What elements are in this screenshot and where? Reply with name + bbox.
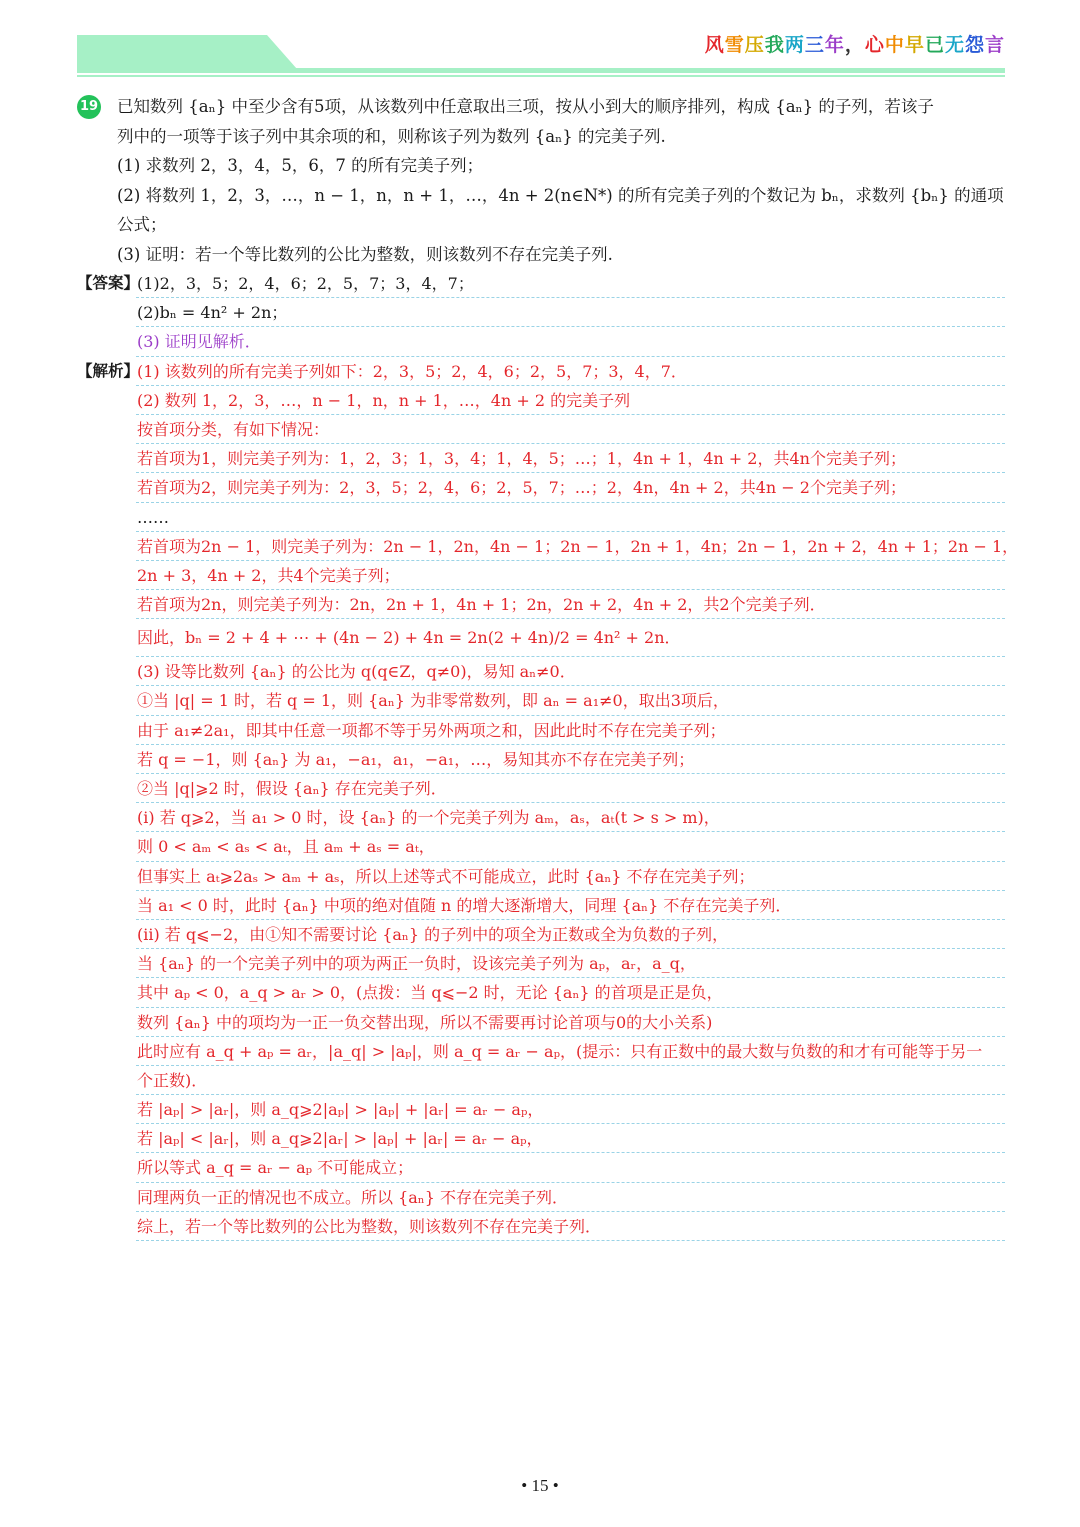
answer-line-text: (2)bₙ = 4n² + 2n； [137, 303, 288, 323]
analysis-line [136, 473, 1005, 502]
analysis-line [136, 978, 1005, 1007]
analysis-line [136, 1153, 1005, 1182]
analysis-line-text: (3) 设等比数列 {aₙ} 的公比为 q(q∈Z，q≠0)，易知 aₙ≠0． [137, 662, 576, 682]
analysis-line-text: (ii) 若 q⩽−2，由①知不需要讨论 {aₙ} 的子列中的项全为正数或全为负数的子列， [137, 924, 729, 944]
question-line: 公式； [117, 215, 167, 234]
analysis-line-text: 因此，bₙ = 2 + 4 + ⋯ + (4n − 2) + 4n = 2n(2 + 4n)/2 = 4n² + 2n． [137, 628, 681, 648]
header-rule-thin [77, 75, 1005, 77]
analysis-line [136, 415, 1005, 444]
analysis-line-text: 当 {aₙ} 的一个完美子列中的项为两正一负时，设该完美子列为 aₚ，aᵣ，a_q， [137, 954, 696, 974]
analysis-line-text: 由于 a₁≠2a₁，即其中任意一项都不等于另外两项之和，因此此时不存在完美子列； [137, 720, 726, 740]
answer-block [77, 269, 1005, 357]
page-number: • 15 • [521, 1476, 559, 1495]
analysis-line-text: ①当 |q| = 1 时，若 q = 1，则 {aₙ} 为非零常数列，即 aₙ = a₁≠0，取出3项后， [137, 691, 729, 711]
question-line: 列中的一项等于该子列中其余项的和，则称该子列为数列 {aₙ} 的完美子列. [117, 126, 666, 146]
analysis-line [136, 657, 1005, 686]
slogan-char: 两 [784, 34, 805, 56]
slogan-char: 言 [984, 34, 1005, 56]
analysis-line [136, 920, 1005, 949]
analysis-line-text: 综上，若一个等比数列的公比为整数，则该数列不存在完美子列． [137, 1216, 602, 1236]
analysis-line [136, 686, 1005, 715]
analysis-line [136, 745, 1005, 774]
analysis-block [77, 357, 1019, 1241]
analysis-line-text: (2) 数列 1，2，3，…，n − 1，n，n + 1，…，4n + 2 的完美子列 [137, 390, 631, 410]
slogan-char: ， [844, 34, 865, 56]
analysis-line-text: 2n + 3，4n + 2，共4个完美子列； [137, 565, 400, 585]
answer-line-text: (1)2，3，5；2，4，6；2，5，7；3，4，7； [137, 274, 474, 293]
analysis-line [136, 619, 1005, 657]
analysis-line [136, 774, 1005, 803]
analysis-line [136, 444, 1005, 473]
question-line: (3) 证明：若一个等比数列的公比为整数，则该数列不存在完美子列. [117, 244, 613, 264]
answer-line [136, 327, 1005, 356]
analysis-line-text: 若首项为2n − 1，则完美子列为：2n − 1，2n，4n − 1；2n − 1，2n + 1，4n；2n − 1，2n + 2，4n + 1；2n − 1， [137, 536, 1019, 556]
analysis-line-text: 但事实上 aₜ⩾2aₛ > aₘ + aₛ，所以上述等式不可能成立，此时 {aₙ} 不存在完美子列； [137, 866, 755, 886]
analysis-line [136, 862, 1005, 891]
slogan-char: 已 [924, 34, 945, 56]
analysis-line [136, 832, 1005, 861]
slogan-char: 早 [904, 34, 925, 56]
analysis-line [136, 532, 1019, 561]
question-line [77, 92, 1005, 122]
analysis-line [136, 1008, 1005, 1037]
answer-line [136, 298, 1005, 327]
analysis-tag: 【解析】 [77, 361, 140, 380]
analysis-line-text: 所以等式 a_q = aᵣ − aₚ 不可能成立； [137, 1158, 414, 1178]
analysis-line-text: 其中 aₚ < 0，a_q > aᵣ > 0，(点拨：当 q⩽−2 时，无论 {aₙ} 的首项是正是负， [137, 983, 723, 1003]
header-tab-decoration [77, 35, 297, 69]
analysis-line-text: 若首项为2n，则完美子列为：2n，2n + 1，4n + 1；2n，2n + 2，4n + 2，共2个完美子列． [137, 595, 826, 615]
analysis-line [136, 1212, 1005, 1241]
analysis-line [136, 1066, 1005, 1095]
analysis-line [136, 503, 1005, 532]
analysis-line-text: 若首项为2，则完美子列为：2，3，5；2，4，6；2，5，7；…；2，4n，4n + 2，共4n − 2个完美子列； [137, 478, 906, 498]
slogan-char: 三 [804, 34, 825, 56]
analysis-line-text: 按首项分类，有如下情况： [137, 419, 330, 439]
analysis-line [136, 386, 1005, 415]
slogan-char: 风 [704, 34, 725, 56]
analysis-line [136, 1037, 1005, 1066]
answer-line [77, 269, 1005, 298]
page-content [77, 92, 1019, 1241]
analysis-line [136, 1095, 1005, 1124]
slogan-char: 雪 [724, 34, 745, 56]
analysis-line [136, 891, 1005, 920]
analysis-line-text: 同理两负一正的情况也不成立。所以 {aₙ} 不存在完美子列． [137, 1187, 568, 1207]
analysis-line-text: 则 0 < aₘ < aₛ < aₜ，且 aₘ + aₛ = aₜ， [137, 837, 435, 857]
slogan-char: 压 [744, 34, 765, 56]
analysis-line-text: 数列 {aₙ} 中的项均为一正一负交替出现，所以不需要再讨论首项与0的大小关系) [137, 1012, 713, 1032]
analysis-line-text: 若 |aₚ| > |aᵣ|，则 a_q⩾2|aₚ| > |aₚ| + |aᵣ| = aᵣ − aₚ， [137, 1100, 544, 1120]
analysis-line-text: 若首项为1，则完美子列为：1，2，3；1，3，4；1，4，5；…；1，4n + 1，4n + 2，共4n个完美子列； [137, 449, 906, 469]
question-text: 已知数列 {aₙ} 中至少含有5项，从该数列中任意取出三项，按从小到大的顺序排列，构成 {aₙ} 的子列，若该子 [117, 97, 934, 116]
question-line: (1) 求数列 2，3，4，5，6，7 的所有完美子列； [117, 156, 484, 175]
slogan-char: 年 [824, 34, 845, 56]
analysis-line-text: ②当 |q|⩾2 时，假设 {aₙ} 存在完美子列． [137, 779, 447, 798]
question-line: (2) 将数列 1，2，3，…，n − 1，n，n + 1，…，4n + 2(n∈N*) 的所有完美子列的个数记为 bₙ，求数列 {bₙ} 的通项 [117, 185, 1004, 205]
question-block [77, 92, 1005, 269]
analysis-line [136, 949, 1005, 978]
slogan-char: 我 [764, 34, 785, 56]
analysis-line-text: 当 a₁ < 0 时，此时 {aₙ} 中项的绝对值随 n 的增大逐渐增大，同理 {aₙ} 不存在完美子列． [137, 895, 792, 915]
question-number-badge: 19 [77, 95, 101, 119]
analysis-line [136, 1183, 1005, 1212]
answer-tag: 【答案】 [77, 274, 140, 292]
slogan-char: 怨 [964, 34, 985, 56]
analysis-line-text: (1) 该数列的所有完美子列如下：2，3，5；2，4，6；2，5，7；3，4，7． [137, 361, 687, 381]
slogan-char: 中 [884, 34, 905, 56]
analysis-line-text: 个正数)． [137, 1070, 208, 1090]
analysis-line-text: …… [137, 507, 169, 527]
header-rule-thick [77, 68, 1005, 73]
analysis-line [136, 716, 1005, 745]
analysis-line [136, 803, 1005, 832]
slogan-char: 无 [944, 34, 965, 56]
analysis-line [136, 590, 1005, 619]
answer-line-text: (3) 证明见解析． [137, 332, 261, 352]
analysis-line-text: 此时应有 a_q + aₚ = aᵣ，|a_q| > |aₚ|，则 a_q = aᵣ − aₚ，(提示：只有正数中的最大数与负数的和才有可能等于另一 [137, 1041, 983, 1061]
analysis-line [77, 357, 1005, 386]
analysis-line-text: 若 q = −1，则 {aₙ} 为 a₁，−a₁，a₁，−a₁，…，易知其亦不存在完美子列； [137, 749, 695, 769]
analysis-line-text: 若 |aₚ| < |aᵣ|，则 a_q⩾2|aᵣ| > |aₚ| + |aᵣ| = aᵣ − aₚ， [137, 1129, 543, 1149]
analysis-line-text: (i) 若 q⩾2，当 a₁ > 0 时，设 {aₙ} 的一个完美子列为 aₘ，aₛ，aₜ(t > s > m)， [137, 808, 720, 828]
slogan-char: 心 [864, 34, 885, 56]
header-slogan [705, 30, 1005, 57]
analysis-line [136, 561, 1005, 590]
analysis-line [136, 1124, 1005, 1153]
